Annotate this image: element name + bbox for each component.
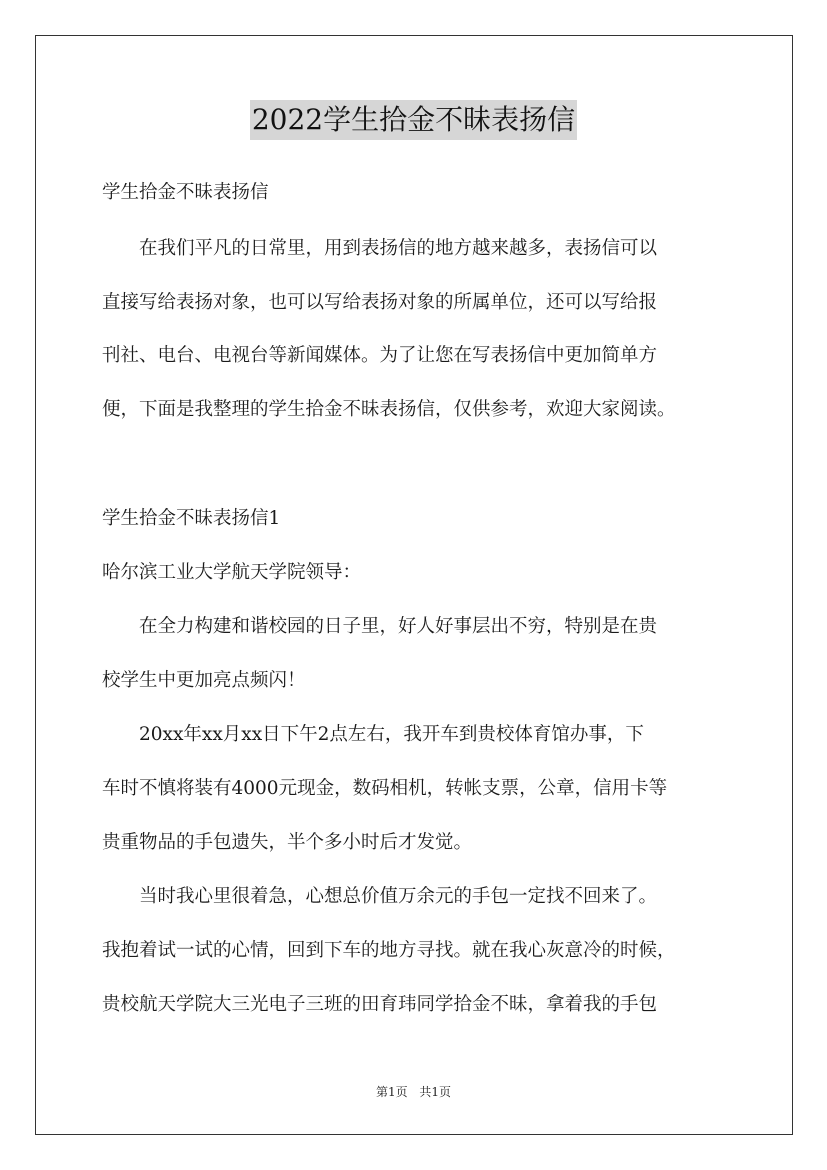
paragraph-line: 20xx年xx月xx日下午2点左右，我开车到贵校体育馆办事，下 [102,724,644,745]
page-total: 共1页 [419,1085,452,1099]
paragraph-line: 刊社、电台、电视台等新闻媒体。为了让您在写表扬信中更加简单方 [102,345,658,366]
paragraph-line: 直接写给表扬对象，也可以写给表扬对象的所属单位，还可以写给报 [102,292,658,313]
title-wrap [0,100,827,140]
section-heading: 学生拾金不昧表扬信 [102,182,269,203]
paragraph-line: 便，下面是我整理的学生拾金不昧表扬信，仅供参考，欢迎大家阅读。 [102,399,676,420]
paragraph-line: 在我们平凡的日常里，用到表扬信的地方越来越多，表扬信可以 [102,238,658,259]
document-title: 2022学生拾金不昧表扬信 [250,100,577,140]
paragraph-line: 贵校航天学院大三光电子三班的田育玮同学拾金不昧，拿着我的手包 [102,994,658,1015]
letter-salutation: 哈尔滨工业大学航天学院领导： [102,562,362,583]
paragraph-line: 校学生中更加亮点频闪！ [102,670,306,691]
paragraph-line: 贵重物品的手包遗失，半个多小时后才发觉。 [102,832,473,853]
page-footer [0,1084,827,1100]
page-number: 第1页 [375,1085,408,1099]
paragraph-line: 我抱着试一试的心情，回到下车的地方寻找。就在我心灰意冷的时候， [102,940,676,961]
paragraph-line: 在全力构建和谐校园的日子里，好人好事层出不穷，特别是在贵 [102,616,658,637]
paragraph-line: 车时不慎将装有4000元现金，数码相机，转帐支票，公章，信用卡等 [102,778,668,799]
paragraph-line: 当时我心里很着急，心想总价值万余元的手包一定找不回来了。 [102,886,658,907]
letter-heading: 学生拾金不昧表扬信1 [102,508,281,529]
